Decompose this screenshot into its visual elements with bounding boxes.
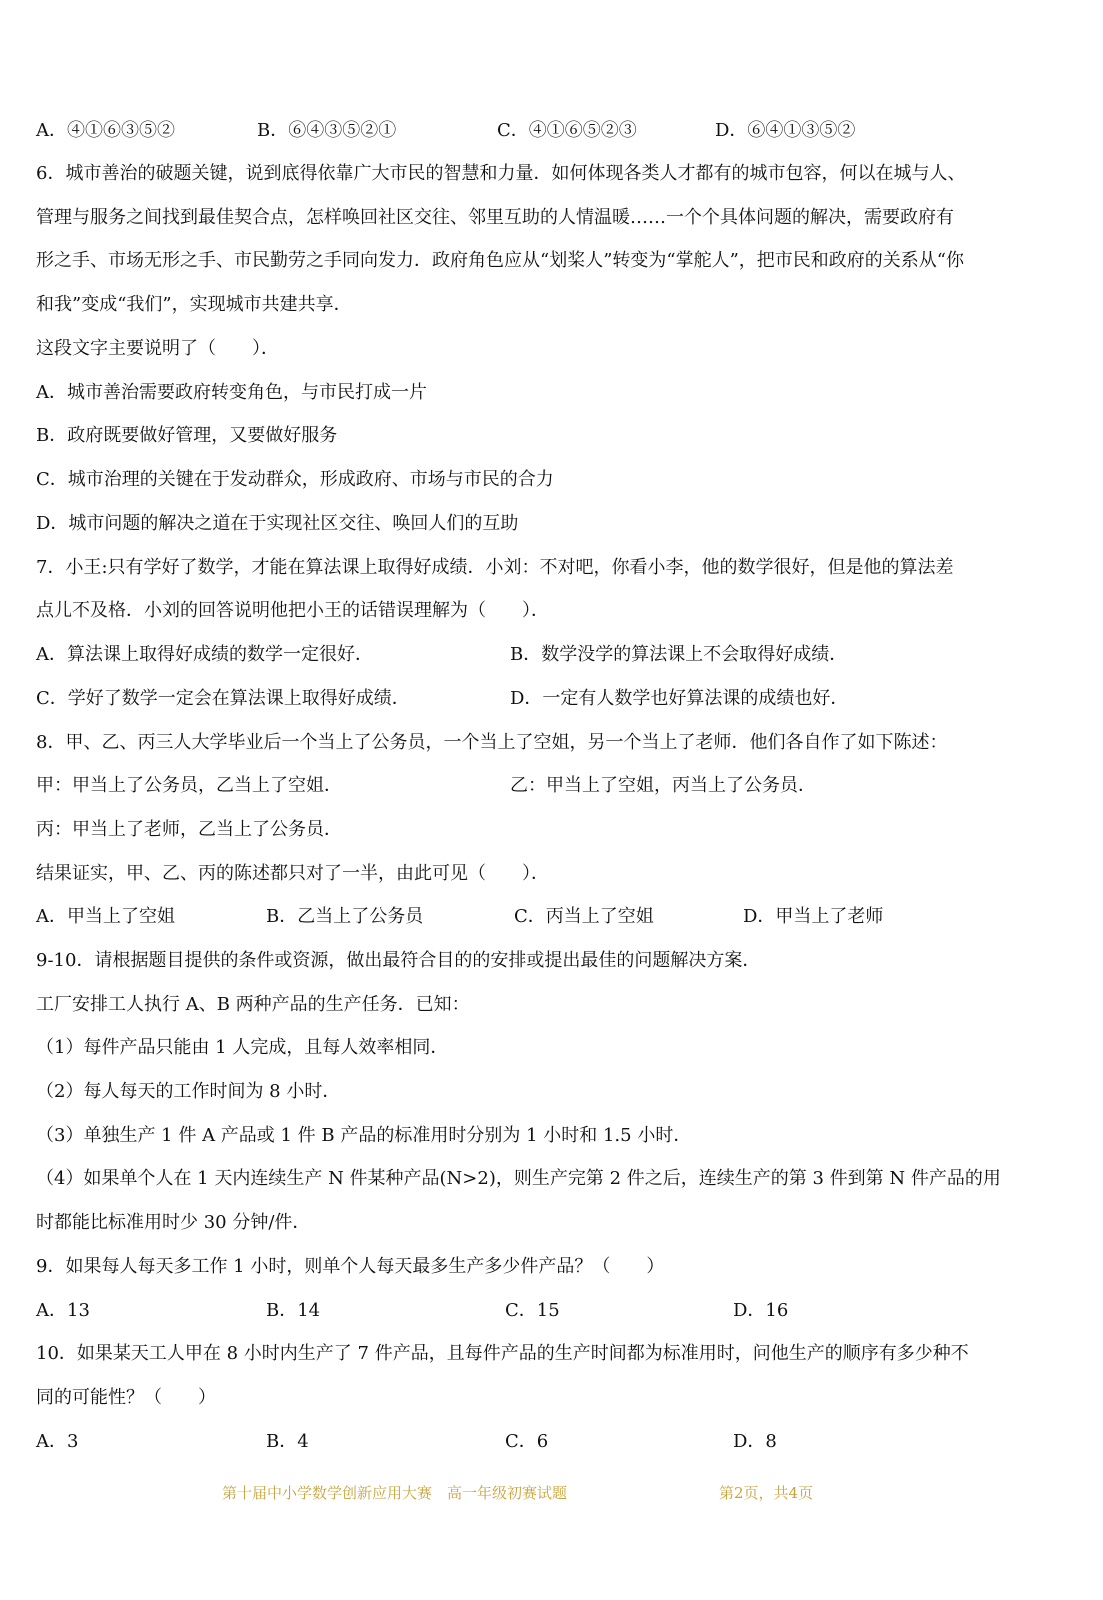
q7-option-b[interactable]: B．数学没学的算法课上不会取得好成绩． — [510, 644, 848, 665]
q10-option-d[interactable]: D．8 — [733, 1431, 777, 1452]
q6-stem-line: 形之手、市场无形之手、市民勤劳之手同向发力．政府角色应从“划桨人”转变为“掌舵人”，把市民和政府的关系从“你 — [36, 250, 965, 271]
q8-option-c[interactable]: C．丙当上了空姐 — [514, 906, 654, 927]
q7-option-d[interactable]: D．一定有人数学也好算法课的成绩也好． — [510, 688, 849, 709]
q5-option-c[interactable]: C．④①⑥⑤②③ — [497, 120, 637, 141]
q7-option-c[interactable]: C．学好了数学一定会在算法课上取得好成绩． — [36, 688, 410, 709]
q8-statement-yi: 乙：甲当上了空姐，丙当上了公务员． — [510, 775, 816, 796]
q6-question: 这段文字主要说明了（ ）． — [36, 338, 279, 359]
q6-option-d[interactable]: D．城市问题的解决之道在于实现社区交往、唤回人们的互助 — [36, 513, 519, 534]
q6-stem-line: 管理与服务之间找到最佳契合点，怎样唤回社区交往、邻里互助的人情温暖……一个个具体问题的解决，需要政府有 — [36, 207, 954, 228]
q6-option-b[interactable]: B．政府既要做好管理，又要做好服务 — [36, 425, 338, 446]
q9-10-intro: 9-10．请根据题目提供的条件或资源，做出最符合目的的安排或提出最佳的问题解决方案． — [36, 950, 761, 971]
q6-option-a[interactable]: A．城市善治需要政府转变角色，与市民打成一片 — [36, 382, 427, 403]
q7-stem-line: 点儿不及格．小刘的回答说明他把小王的话错误理解为（ ）． — [36, 600, 549, 621]
footer-page-number: 第2页，共4页 — [719, 1484, 814, 1502]
q9-10-condition: （4）如果单个人在 1 天内连续生产 N 件某种产品(N>2)，则生产完第 2 件之后，连续生产的第 3 件到第 N 件产品的用 — [36, 1168, 1001, 1189]
q6-stem-line: 6．城市善治的破题关键，说到底得依靠广大市民的智慧和力量．如何体现各类人才都有的城市包容，何以在城与人、 — [36, 163, 966, 184]
q9-10-condition: （1）每件产品只能由 1 人完成，且每人效率相同． — [36, 1037, 449, 1058]
q7-stem-line: 7．小王:只有学好了数学，才能在算法课上取得好成绩．小刘：不对吧，你看小李，他的数学很好，但是他的算法差 — [36, 557, 954, 578]
q8-option-a[interactable]: A．甲当上了空姐 — [36, 906, 175, 927]
q9-10-condition: 时都能比标准用时少 30 分钟/件． — [36, 1212, 311, 1233]
q8-option-d[interactable]: D．甲当上了老师 — [743, 906, 884, 927]
q9-10-condition: （2）每人每天的工作时间为 8 小时． — [36, 1081, 341, 1102]
q5-option-b[interactable]: B．⑥④③⑤②① — [257, 120, 397, 141]
q8-stem: 8．甲、乙、丙三人大学毕业后一个当上了公务员，一个当上了空姐，另一个当上了老师．他们各自作了如下陈述： — [36, 732, 948, 753]
q8-statement-bing: 丙：甲当上了老师，乙当上了公务员． — [36, 819, 342, 840]
q9-option-c[interactable]: C．15 — [505, 1300, 560, 1321]
footer-exam-title: 第十届中小学数学创新应用大赛 高一年级初赛试题 — [222, 1484, 568, 1502]
q10-option-b[interactable]: B．4 — [266, 1431, 309, 1452]
q9-option-a[interactable]: A．13 — [36, 1300, 90, 1321]
q8-option-b[interactable]: B．乙当上了公务员 — [266, 906, 424, 927]
q7-option-a[interactable]: A．算法课上取得好成绩的数学一定很好． — [36, 644, 373, 665]
q5-option-d[interactable]: D．⑥④①③⑤② — [715, 120, 856, 141]
q10-option-c[interactable]: C．6 — [505, 1431, 549, 1452]
q9-10-condition: （3）单独生产 1 件 A 产品或 1 件 B 产品的标准用时分别为 1 小时和 1.5 小时． — [36, 1125, 692, 1146]
q5-option-a[interactable]: A．④①⑥③⑤② — [36, 120, 175, 141]
q8-statement-jia: 甲：甲当上了公务员，乙当上了空姐． — [36, 775, 342, 796]
q9-stem: 9．如果每人每天多工作 1 小时，则单个人每天最多生产多少件产品？（ ） — [36, 1256, 665, 1277]
q6-option-c[interactable]: C．城市治理的关键在于发动群众，形成政府、市场与市民的合力 — [36, 469, 554, 490]
q10-stem-line: 10．如果某天工人甲在 8 小时内生产了 7 件产品，且每件产品的生产时间都为标准用时，问他生产的顺序有多少种不 — [36, 1343, 969, 1364]
q9-10-setup: 工厂安排工人执行 A、B 两种产品的生产任务．已知： — [36, 994, 470, 1015]
q9-option-b[interactable]: B．14 — [266, 1300, 321, 1321]
q6-stem-line: 和我”变成“我们”，实现城市共建共享． — [36, 294, 352, 315]
q10-option-a[interactable]: A．3 — [36, 1431, 79, 1452]
q9-option-d[interactable]: D．16 — [733, 1300, 789, 1321]
q10-stem-line: 同的可能性？（ ） — [36, 1387, 216, 1408]
q8-question: 结果证实，甲、乙、丙的陈述都只对了一半，由此可见（ ）． — [36, 863, 549, 884]
